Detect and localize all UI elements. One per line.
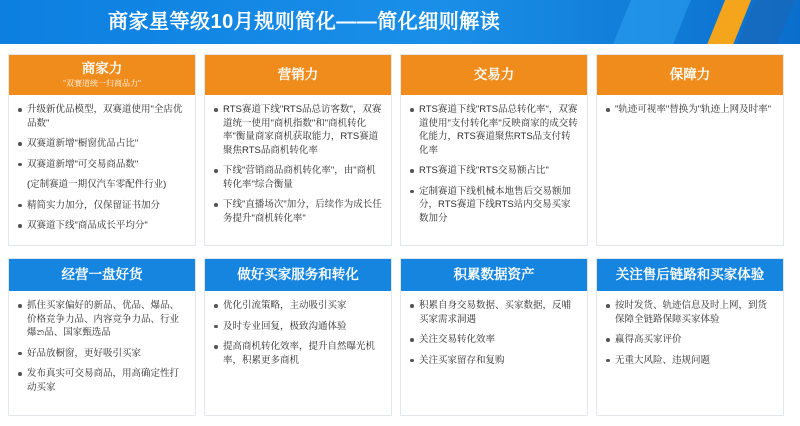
bullet-list <box>213 299 383 367</box>
bullet-list <box>605 299 775 367</box>
list-item: 双赛道新增"可交易商品数" <box>17 158 187 172</box>
card-maijia-fuwu-zhuanhua <box>204 258 392 416</box>
list-item: 按时发货、轨迹信息及时上网，到货保障全链路保障买家体验 <box>605 299 775 326</box>
card-yingxiaoli <box>204 54 392 246</box>
card-jilei-shuju-zichan <box>400 258 588 416</box>
card-body <box>597 95 783 245</box>
list-item: 定制赛道下线机械本地售后交易额加分，RTS赛道下线RTS站内交易买家数加分 <box>409 185 579 226</box>
list-item: 关注交易转化效率 <box>409 333 579 347</box>
bullet-list <box>409 103 579 225</box>
list-item: 下线"营销商品商机转化率"，由"商机转化率"综合衡量 <box>213 164 383 191</box>
list-item: 双赛道下线"商品成长平均分" <box>17 219 187 233</box>
list-item: 提高商机转化效率，提升自然曝光机率，积累更多商机 <box>213 340 383 367</box>
list-item: 升级新优品模型，双赛道使用"全店优品数" <box>17 103 187 130</box>
card-header <box>401 55 587 95</box>
card-jingying-yipan-haohuo <box>8 258 196 416</box>
list-item: 无重大风险、违规问题 <box>605 354 775 368</box>
bullet-list <box>409 299 579 367</box>
list-item: 双赛道新增"橱窗优品占比" <box>17 137 187 151</box>
card-body <box>401 291 587 415</box>
card-header <box>205 55 391 95</box>
list-item: 好品放橱窗，更好吸引买家 <box>17 347 187 361</box>
list-item: 关注买家留存和复购 <box>409 354 579 368</box>
card-header <box>205 259 391 291</box>
list-item-note: (定制赛道一期仅汽车零配件行业) <box>27 179 167 190</box>
bullet-list <box>17 299 187 394</box>
top-card-row <box>8 54 784 246</box>
list-item: 发布真实可交易商品，用高确定性打动买家 <box>17 367 187 394</box>
list-item: "轨迹可视率"替换为"轨迹上网及时率" <box>605 103 775 117</box>
bottom-card-row <box>8 258 784 416</box>
card-baozhangli <box>596 54 784 246</box>
card-title: 经营一盘好货 <box>61 267 143 282</box>
card-body <box>401 95 587 245</box>
page-title: 商家星等级10月规则简化——简化细则解读 <box>108 11 501 33</box>
card-body <box>9 291 195 415</box>
card-header <box>401 259 587 291</box>
list-item: 优化引流策略，主动吸引买家 <box>213 299 383 313</box>
card-title: 保障力 <box>669 66 711 82</box>
list-item: 精简实力加分，仅保留证书加分 <box>17 199 187 213</box>
card-body <box>597 291 783 415</box>
card-title: 营销力 <box>277 66 319 82</box>
card-title: 商家力 <box>81 61 123 76</box>
card-header <box>597 259 783 291</box>
card-jiaoyili <box>400 54 588 246</box>
card-header <box>597 55 783 95</box>
card-header <box>9 55 195 95</box>
slide-header <box>0 0 800 44</box>
card-title: 交易力 <box>473 66 515 82</box>
list-item: 积累自身交易数据、买家数据，反哺买家需求洞遇 <box>409 299 579 326</box>
card-title: 做好买家服务和转化 <box>237 267 359 282</box>
card-subtitle: "双赛道统一归商品力" <box>63 79 141 88</box>
card-header <box>9 259 195 291</box>
list-item: 及时专业回复，极致沟通体验 <box>213 320 383 334</box>
list-item: 下线"直播场次"加分，后续作为成长任务提升"商机转化率" <box>213 198 383 225</box>
list-item: RTS赛道下线"RTS品总转化率"，双赛道使用"支付转化率"反映商家的成交转化能力，RTS赛道聚焦RTS品支付转化率 <box>409 103 579 157</box>
bullet-list <box>213 103 383 225</box>
list-item: RTS赛道下线"RTS交易额占比" <box>409 164 579 178</box>
card-shouhou-lianlu-tiyan <box>596 258 784 416</box>
card-shangjiali <box>8 54 196 246</box>
bullet-list <box>605 103 775 117</box>
card-title: 关注售后链路和买家体验 <box>615 267 765 282</box>
list-item: 抓住买家偏好的新品、优品、爆品、价格竞争力品、内容竞争力品、行业爆න品、国家甄选品 <box>17 299 187 340</box>
list-item: RTS赛道下线"RTS品总访客数"，双赛道统一使用"商机指数"和"商机转化率"衡量商家商机获取能力，RTS赛道聚焦RTS品商机转化率 <box>213 103 383 157</box>
card-title: 积累数据资产 <box>453 267 535 282</box>
card-body <box>205 291 391 415</box>
card-body <box>9 95 195 245</box>
bullet-list <box>17 103 187 233</box>
header-decoration-stripe-blue <box>602 0 698 44</box>
card-body <box>205 95 391 245</box>
list-item: 赢得高买家评价 <box>605 333 775 347</box>
